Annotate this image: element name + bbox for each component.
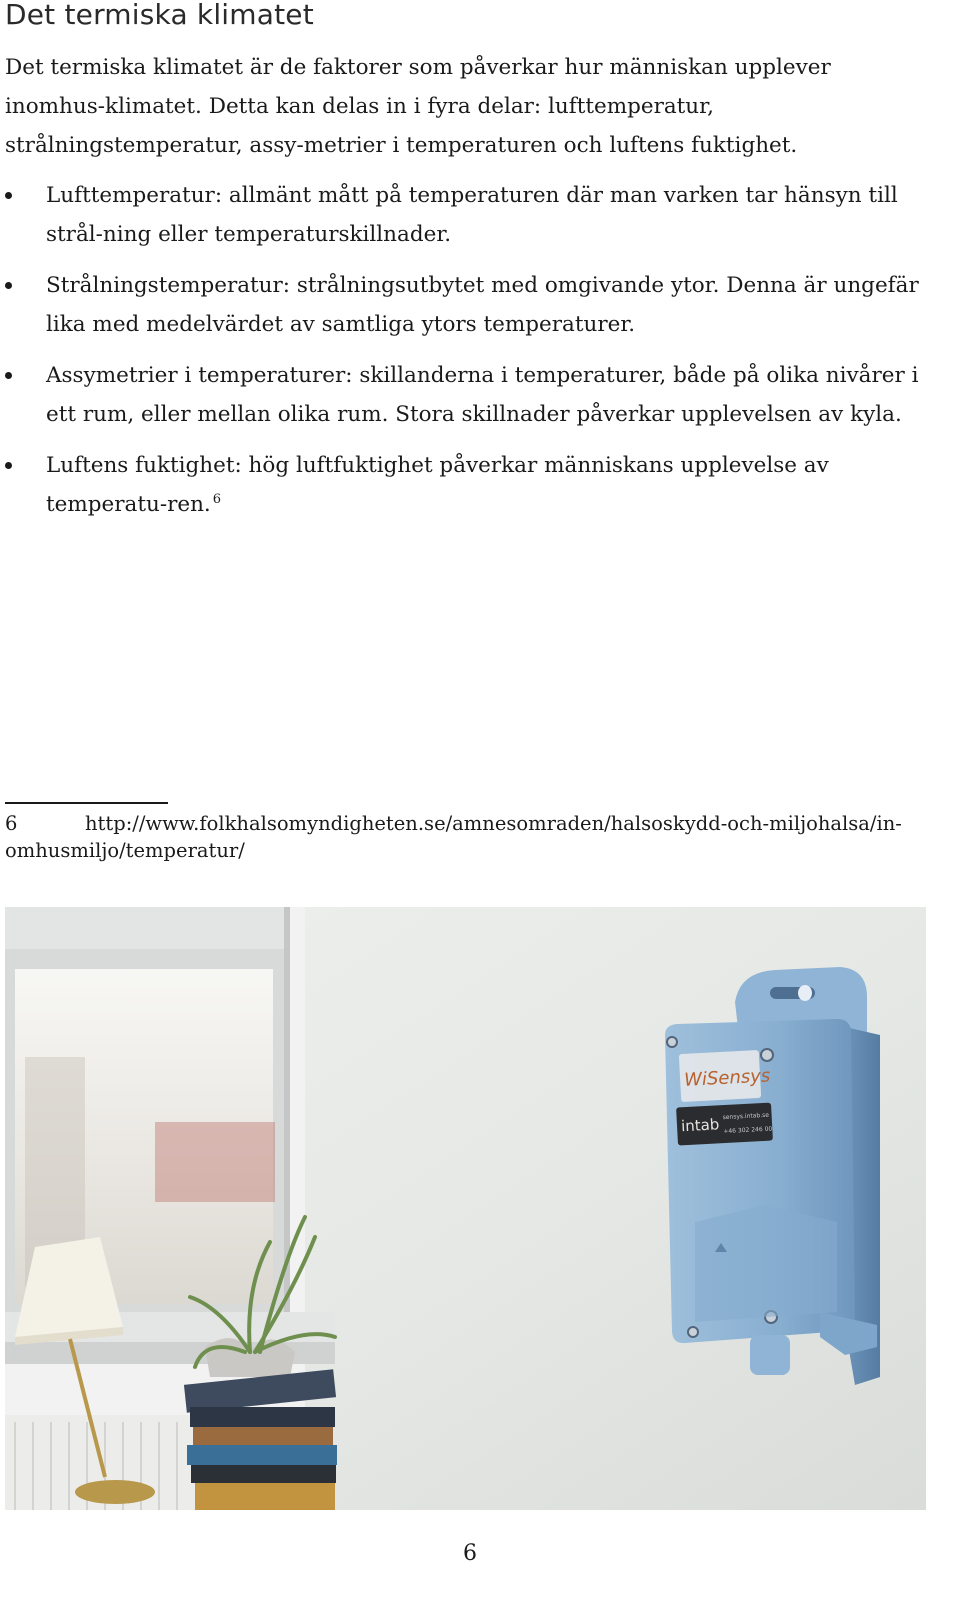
footnote-divider [5,802,168,804]
footnote-reference[interactable]: 6 [212,492,222,507]
bullet-icon [5,462,12,469]
list-item-text: Strålningstemperatur: strålningsutbytet med omgivande ytor. Denna är ungefär lika med medelvärdet av samtliga ytors temperaturer. [46,273,919,337]
page-heading: Det termiska klimatet [5,0,314,31]
phone-label: +46 302 246 00 [723,1125,773,1136]
bullet-icon [5,282,12,289]
footnote-number: 6 [5,812,18,835]
footnote [5,810,935,864]
footnote-link-continuation[interactable]: omhusmiljo/temperatur/ [5,839,245,862]
page-number: 6 [463,1541,477,1566]
intro-paragraph: Det termiska klimatet är de faktorer som påverkar hur människan upplever inomhus-klimatet. Detta kan delas in i fyra delar: lufttemperatur, strålningstemperatur, assy-metrier i temperaturen och luftens fuktighet. [5,55,831,158]
bullet-icon [5,372,12,379]
contact-label: sensys.intab.se [722,1111,770,1122]
list-item-text: Assymetrier i temperaturer: skillanderna i temperaturer, både på olika nivårer i ett rum, eller mellan olika rum. Stora skillnader påverkar upplevelsen av kyla. [46,363,919,427]
bullet-icon [5,192,12,199]
list-item-text: Lufttemperatur: allmänt mått på temperaturen där man varken tar hänsyn till strål-ning eller temperaturskillnader. [46,183,898,247]
list-item [5,266,935,344]
footnote-link[interactable]: http://www.folkhalsomyndigheten.se/amnesomraden/halsoskydd-och-miljohalsa/in- [85,812,902,835]
brand-label: WiSensys [683,1065,771,1091]
sensor-photo-illustration [5,907,926,1510]
list-item [5,176,935,254]
list-item-text: Luftens fuktighet: hög luftfuktighet påverkar människans upplevelse av temperatu-ren. [46,453,829,517]
list-item [5,356,935,434]
sensor-photo [5,907,926,1510]
maker-label: intab [680,1115,720,1136]
bullet-list [5,176,935,536]
list-item [5,446,935,524]
